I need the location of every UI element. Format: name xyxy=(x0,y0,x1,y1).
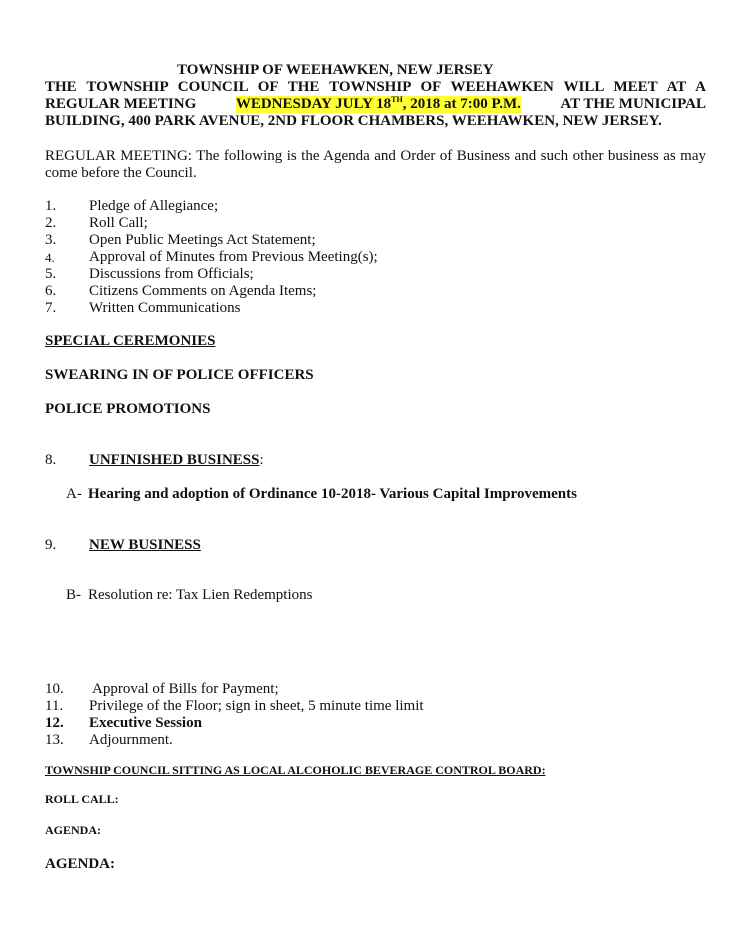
list-item xyxy=(45,249,645,266)
item-number: 5. xyxy=(45,266,57,282)
list-item xyxy=(45,266,645,283)
list-item xyxy=(45,681,645,698)
item-text: Executive Session xyxy=(89,715,202,731)
item-number: 7. xyxy=(45,300,57,316)
meeting-time-text: , 2018 at 7:00 P.M. xyxy=(402,96,521,112)
new-business-section xyxy=(45,537,645,554)
header-regular-meeting: REGULAR MEETING xyxy=(45,96,197,112)
item-text: Citizens Comments on Agenda Items; xyxy=(89,283,317,299)
list-item xyxy=(45,215,645,232)
item-number: 11. xyxy=(45,698,64,714)
list-item xyxy=(45,198,645,215)
meeting-date-text: WEDNESDAY JULY 18 xyxy=(235,96,392,112)
item-number: 2. xyxy=(45,215,57,231)
item-number: 6. xyxy=(45,283,57,299)
unfinished-business-section xyxy=(45,452,645,469)
list-item xyxy=(45,300,645,317)
ordinance-text: Hearing and adoption of Ordinance 10-2018- Various Capital Improvements xyxy=(88,486,577,502)
resolution-text: Resolution re: Tax Lien Redemptions xyxy=(88,587,313,603)
list-item xyxy=(45,698,645,715)
header-municipal: AT THE MUNICIPAL xyxy=(560,96,706,112)
list-item xyxy=(45,232,645,249)
item-number: 8. xyxy=(45,452,57,468)
item-text: Discussions from Officials; xyxy=(89,266,254,282)
abc-board-heading: TOWNSHIP COUNCIL SITTING AS LOCAL ALCOHOLIC BEVERAGE CONTROL BOARD: xyxy=(45,763,546,777)
unfinished-colon: : xyxy=(259,452,264,468)
item-number: 13. xyxy=(45,732,64,748)
header-line-2 xyxy=(45,96,706,113)
roll-call-label: ROLL CALL: xyxy=(45,792,119,806)
item-number: 4. xyxy=(45,250,55,265)
unfinished-business-heading: UNFINISHED BUSINESS xyxy=(89,452,260,468)
item-text: Written Communications xyxy=(89,300,241,316)
list-item xyxy=(45,715,645,732)
intro-line-1: REGULAR MEETING: The following is the Agenda and Order of Business and such other business as may xyxy=(45,148,706,164)
meeting-date-sup: TH xyxy=(391,95,403,104)
item-number: 1. xyxy=(45,198,57,214)
header-line-1 xyxy=(45,79,706,96)
item-text: Privilege of the Floor; sign in sheet, 5 minute time limit xyxy=(89,698,424,714)
sub-item-letter: B- xyxy=(66,587,81,603)
police-promotions-heading: POLICE PROMOTIONS xyxy=(45,401,211,417)
item-text: Pledge of Allegiance; xyxy=(89,198,219,214)
sub-item-letter: A- xyxy=(66,486,82,502)
item-text: Approval of Minutes from Previous Meeting(s); xyxy=(89,249,378,265)
item-text: Open Public Meetings Act Statement; xyxy=(89,232,316,248)
resolution-item xyxy=(66,587,313,604)
item-number: 3. xyxy=(45,232,57,248)
township-title: TOWNSHIP OF WEEHAWKEN, NEW JERSEY xyxy=(177,62,494,78)
new-business-heading: NEW BUSINESS xyxy=(89,537,201,553)
intro-line-2: come before the Council. xyxy=(45,165,197,181)
agenda-label-small: AGENDA: xyxy=(45,823,101,837)
special-ceremonies-heading: SPECIAL CEREMONIES xyxy=(45,333,216,349)
list-item xyxy=(45,732,645,749)
agenda-label-large: AGENDA: xyxy=(45,856,115,872)
item-text: Roll Call; xyxy=(89,215,148,231)
ordinance-item xyxy=(66,486,577,503)
item-number: 12. xyxy=(45,715,64,731)
meeting-date-highlight xyxy=(236,96,521,113)
swearing-in-heading: SWEARING IN OF POLICE OFFICERS xyxy=(45,367,314,383)
item-number: 9. xyxy=(45,537,57,553)
header-line-3: BUILDING, 400 PARK AVENUE, 2ND FLOOR CHAMBERS, WEEHAWKEN, NEW JERSEY. xyxy=(45,113,662,129)
item-text: Approval of Bills for Payment; xyxy=(92,681,279,697)
header-line-1-text: THE TOWNSHIP COUNCIL OF THE TOWNSHIP OF WEEHAWKEN WILL MEET AT A xyxy=(45,79,706,95)
item-text: Adjournment. xyxy=(89,732,173,748)
item-number: 10. xyxy=(45,681,64,697)
list-item xyxy=(45,283,645,300)
